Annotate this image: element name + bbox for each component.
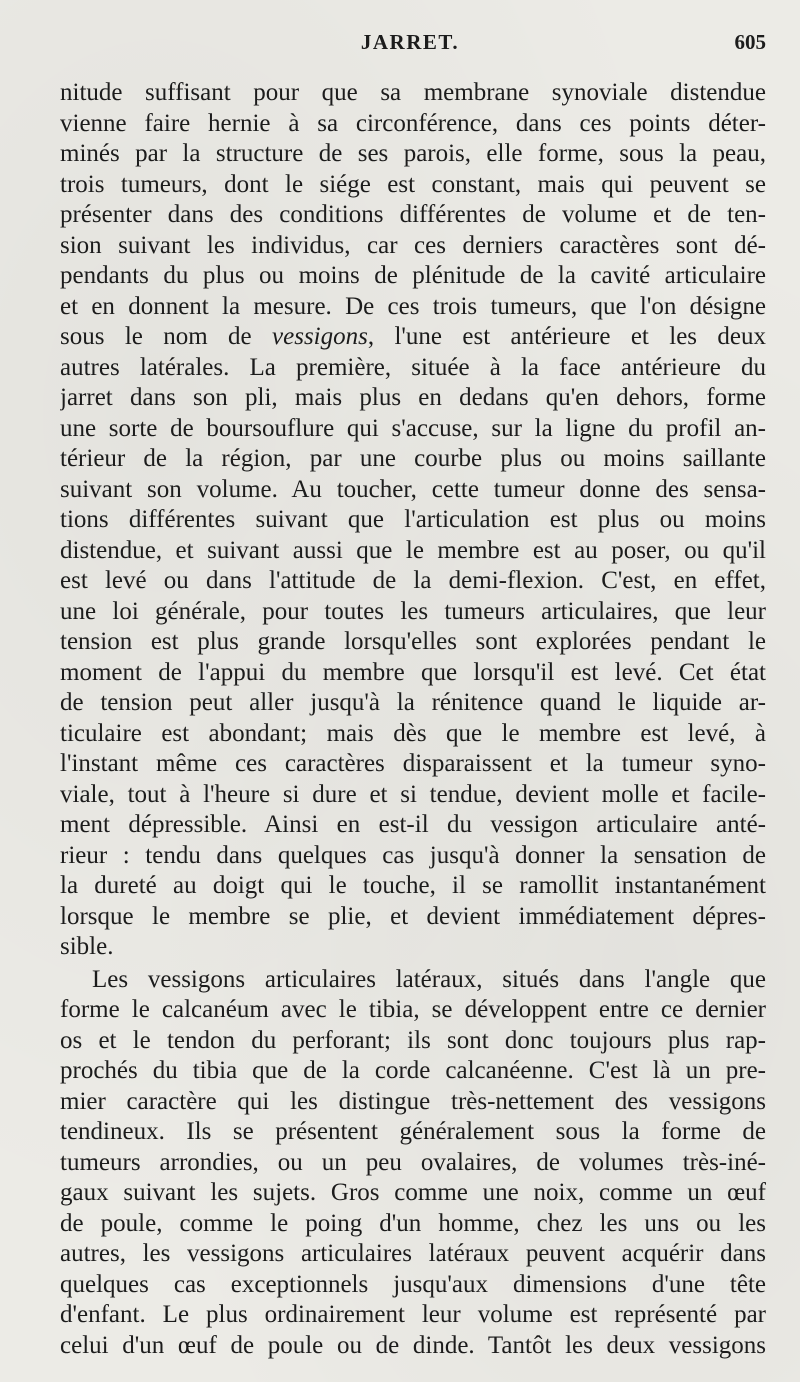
text-line: est levé ou dans l'attitude de la demi-flexion. C'est, en effet, bbox=[60, 567, 766, 594]
text-line: rieur : tendu dans quelques cas jusqu'à donner la sensation de bbox=[60, 841, 766, 869]
text-line: l'instant même ces caractères disparaissent et la tumeur syno- bbox=[60, 750, 766, 777]
page-number: 605 bbox=[734, 30, 766, 54]
text-line: prochés du tibia que de la corde calcanéenne. C'est là un pre- bbox=[60, 1057, 766, 1084]
text-line: autres latérales. La première, située à la face antérieure du bbox=[60, 353, 766, 381]
text-line: sion suivant les individus, car ces derniers caractères sont dé- bbox=[60, 231, 766, 259]
text-line: os et le tendon du perforant; ils sont donc toujours plus rap- bbox=[60, 1026, 766, 1054]
page-header bbox=[60, 30, 766, 62]
text-line: minés par la structure de ses parois, elle forme, sous la peau, bbox=[60, 140, 766, 167]
text-line: viale, tout à l'heure si dure et si tendue, devient molle et facile- bbox=[60, 780, 766, 808]
text-line: gaux suivant les sujets. Gros comme une noix, comme un œuf bbox=[60, 1179, 766, 1206]
text-line: distendue, et suivant aussi que le membre est au poser, ou qu'il bbox=[60, 536, 766, 564]
text-line: vienne faire hernie à sa circonférence, dans ces points déter- bbox=[60, 109, 766, 137]
body-text bbox=[60, 78, 766, 1361]
text-line: autres, les vessigons articulaires latéraux peuvent acquérir dans bbox=[60, 1240, 766, 1267]
paragraph bbox=[60, 965, 766, 1362]
text-line: térieur de la région, par une courbe plus ou moins saillante bbox=[60, 445, 766, 472]
text-line: nitude suffisant pour que sa membrane synoviale distendue bbox=[60, 79, 766, 106]
text-line: moment de l'appui du membre que lorsqu'il est levé. Cet état bbox=[60, 658, 766, 686]
paragraph bbox=[60, 78, 766, 963]
text-line: Les vessigons articulaires latéraux, situés dans l'angle que bbox=[92, 965, 766, 993]
text-line: une sorte de boursouflure qui s'accuse, sur la ligne du profil an- bbox=[60, 414, 766, 442]
text-line: ticulaire est abondant; mais dès que le membre est levé, à bbox=[60, 719, 766, 747]
text-line: tions différentes suivant que l'articulation est plus ou moins bbox=[60, 506, 766, 533]
text-line: mier caractère qui les distingue très-nettement des vessigons bbox=[60, 1087, 766, 1115]
text-line: de poule, comme le poing d'un homme, chez les uns ou les bbox=[60, 1209, 766, 1237]
text-line: trois tumeurs, dont le siége est constant, mais qui peuvent se bbox=[60, 170, 766, 198]
text-line: une loi générale, pour toutes les tumeurs articulaires, que leur bbox=[60, 597, 766, 625]
text-line: tendineux. Ils se présentent généralement sous la forme de bbox=[60, 1118, 766, 1145]
text-line: présenter dans des conditions différentes de volume et de ten- bbox=[60, 201, 766, 228]
text-line: tumeurs arrondies, ou un peu ovalaires, de volumes très-iné- bbox=[60, 1148, 766, 1176]
text-line: sous le nom de vessigons, l'une est antérieure et les deux bbox=[60, 323, 766, 350]
text-line: lorsque le membre se plie, et devient immédiatement dépres- bbox=[60, 902, 766, 930]
text-line: tension est plus grande lorsqu'elles sont explorées pendant le bbox=[60, 628, 766, 655]
text-line: ment dépressible. Ainsi en est-il du vessigon articulaire anté- bbox=[60, 811, 766, 838]
text-line: pendants du plus ou moins de plénitude de la cavité articulaire bbox=[60, 262, 766, 289]
text-line: et en donnent la mesure. De ces trois tumeurs, que l'on désigne bbox=[60, 292, 766, 320]
text-line: jarret dans son pli, mais plus en dedans qu'en dehors, forme bbox=[60, 384, 766, 411]
text-line: celui d'un œuf de poule ou de dinde. Tantôt les deux vessigons bbox=[60, 1331, 766, 1359]
text-line: suivant son volume. Au toucher, cette tumeur donne des sensa- bbox=[60, 475, 766, 503]
text-line: quelques cas exceptionnels jusqu'aux dimensions d'une tête bbox=[60, 1270, 766, 1298]
text-line: forme le calcanéum avec le tibia, se développent entre ce dernier bbox=[60, 996, 766, 1023]
running-title: JARRET. bbox=[360, 30, 460, 54]
text-line: sible. bbox=[60, 933, 114, 960]
text-line: de tension peut aller jusqu'à la rénitence quand le liquide ar- bbox=[60, 689, 766, 716]
text-line: d'enfant. Le plus ordinairement leur volume est représenté par bbox=[60, 1301, 766, 1328]
text-line: la dureté au doigt qui le touche, il se ramollit instantanément bbox=[60, 872, 766, 899]
